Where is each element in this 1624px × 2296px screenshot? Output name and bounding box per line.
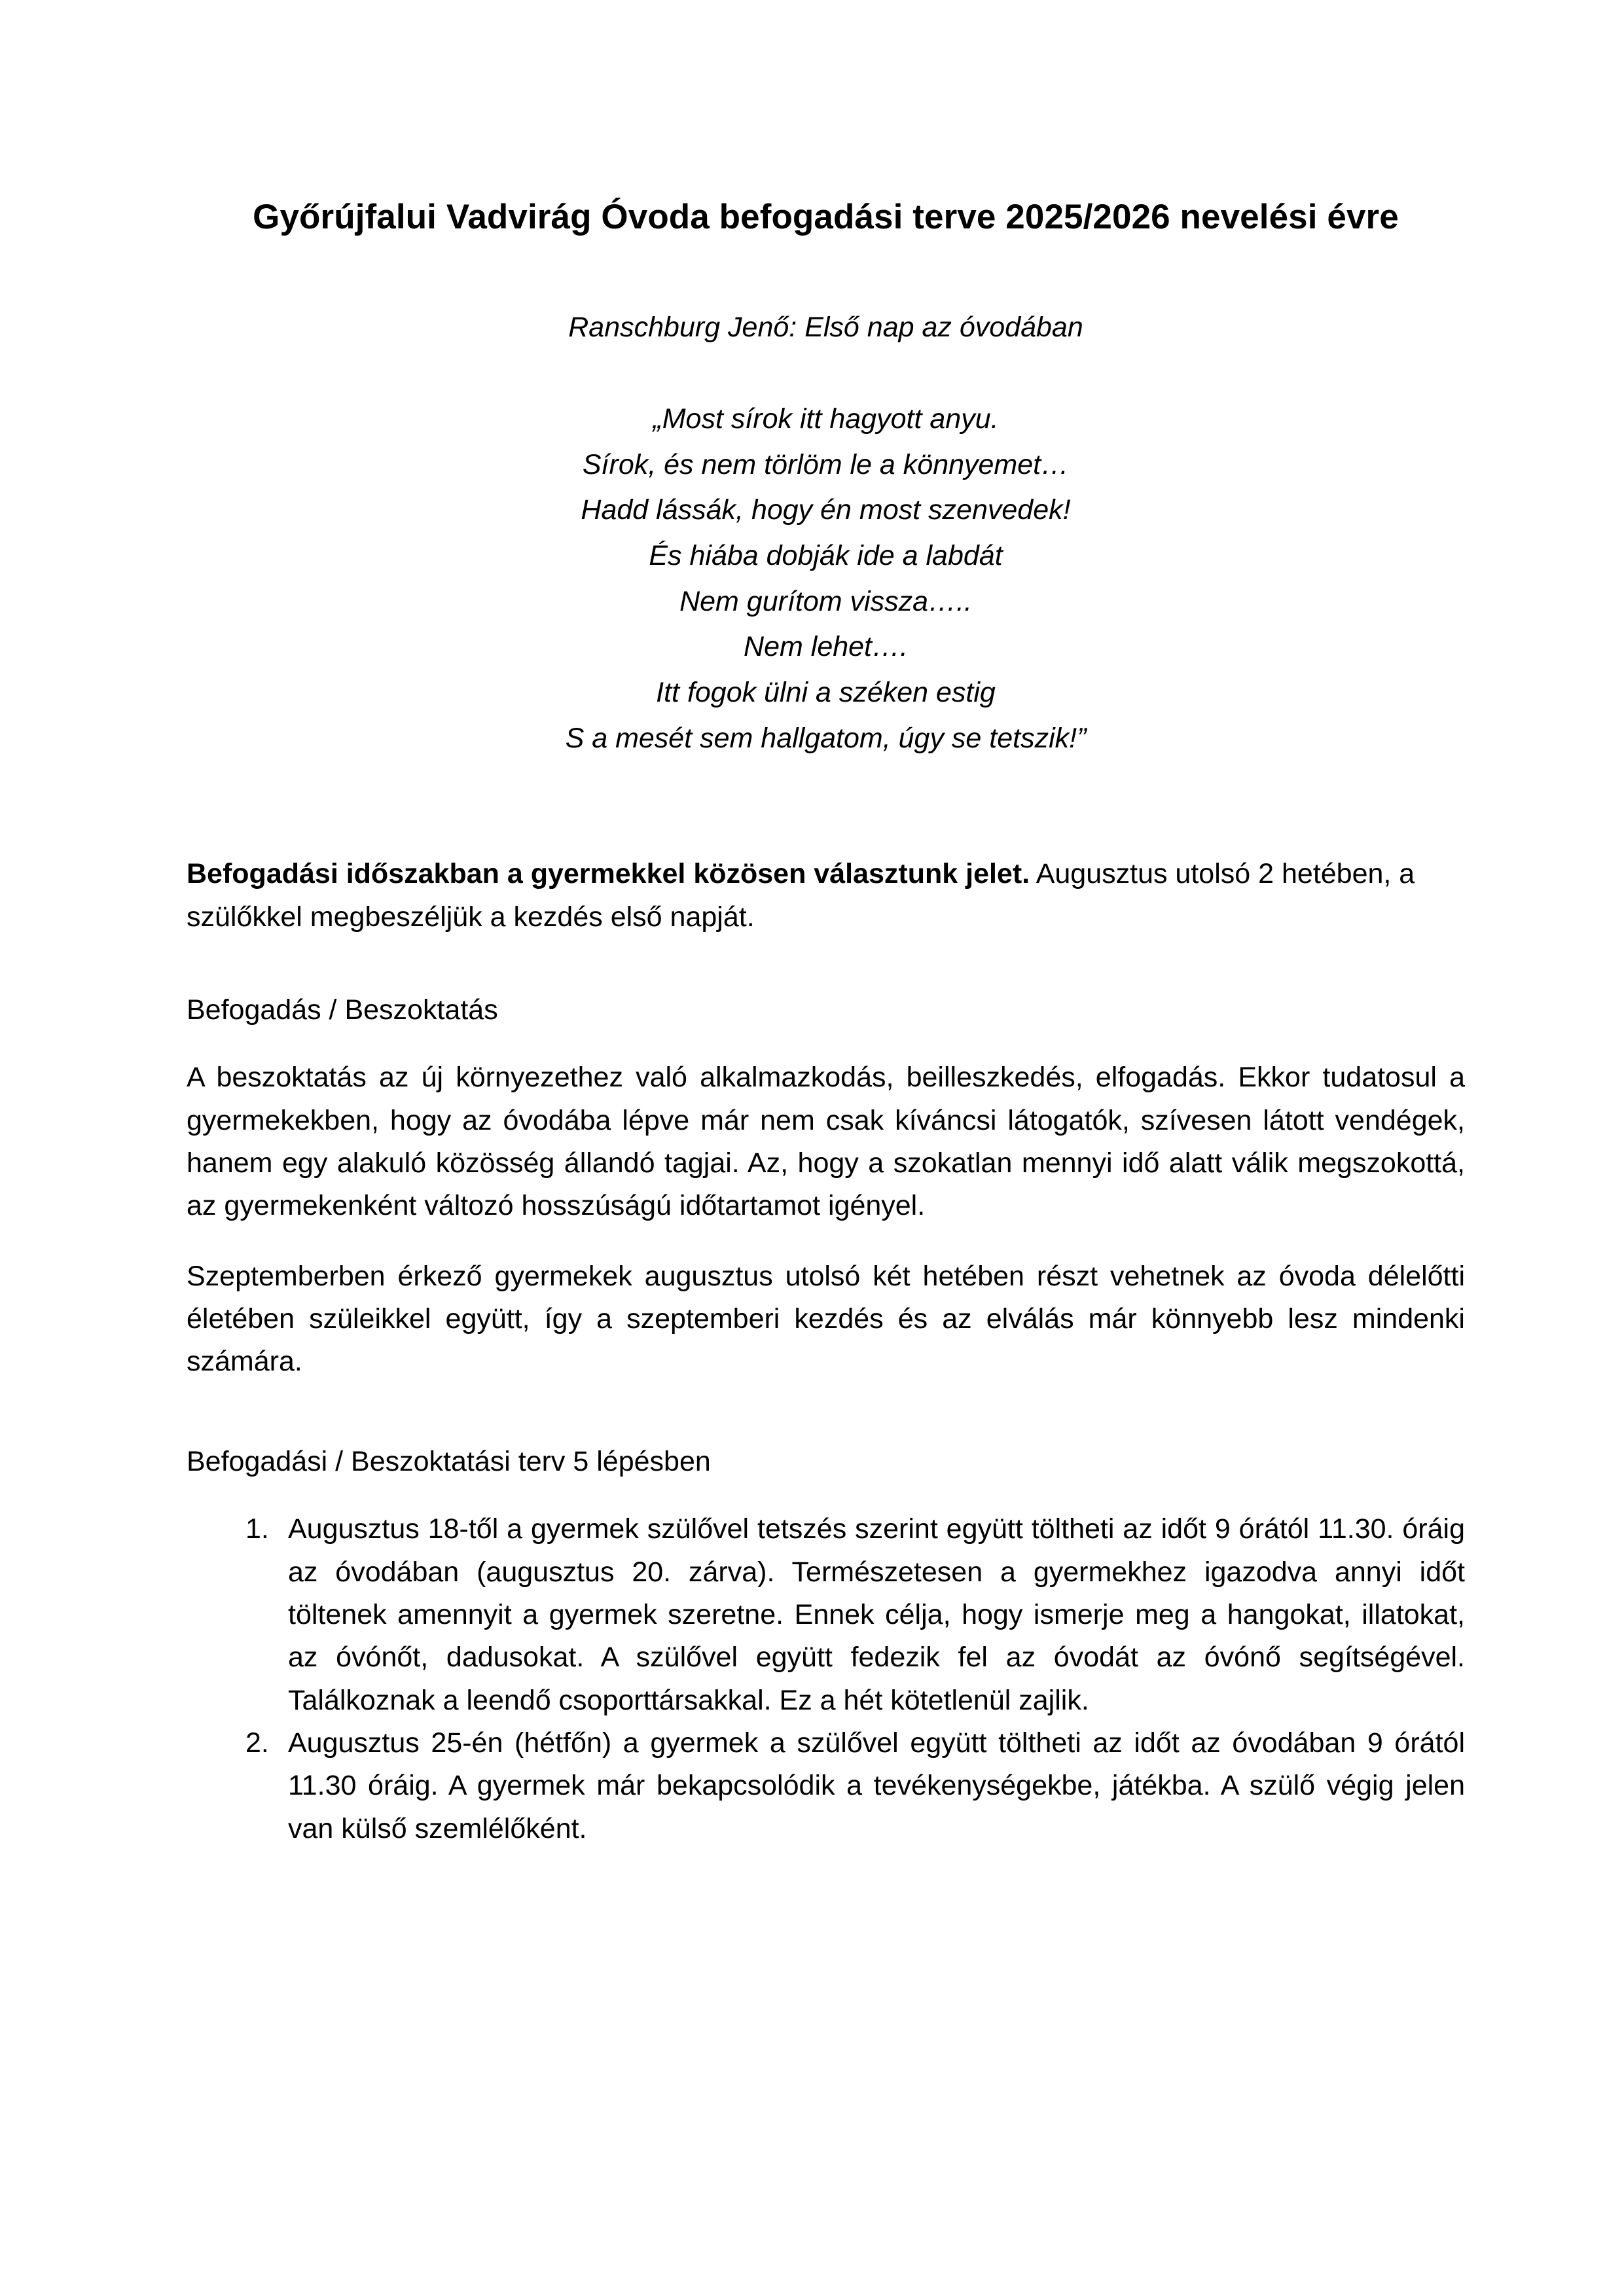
poem-line: Hadd lássák, hogy én most szenvedek! xyxy=(581,494,1071,526)
poem-source: Ranschburg Jenő: Első nap az óvodában xyxy=(568,311,1083,343)
section-heading-plan: Befogadási / Beszoktatási terv 5 lépésben xyxy=(187,1445,711,1477)
plan-steps-list xyxy=(187,1508,1465,1850)
section-heading-befogadas: Befogadás / Beszoktatás xyxy=(187,994,498,1026)
document-body xyxy=(187,853,1465,1850)
poem-block xyxy=(187,307,1465,762)
intro-rest: Augusztus utolsó 2 hetében, a szülőkkel megbeszéljük a kezdés első napját. xyxy=(187,858,1415,933)
poem-line: „Most sírok itt hagyott anyu. xyxy=(653,403,999,435)
poem-lines xyxy=(187,397,1465,761)
poem-line: S a mesét sem hallgatom, úgy se tetszik!” xyxy=(565,722,1087,754)
intro-paragraph xyxy=(187,853,1465,939)
spacer xyxy=(187,1411,1465,1441)
poem-line: Itt fogok ülni a széken estig xyxy=(656,676,996,708)
list-item xyxy=(187,1508,1465,1722)
spacer xyxy=(187,966,1465,990)
section-paragraph: Szeptemberben érkező gyermekek augusztus utolsó két hetében részt vehetnek az óvoda délelőtti életében szüleikkel együtt, így a szeptemberi kezdés és az elválás már könnyebb lesz mindenki számára. xyxy=(187,1260,1465,1378)
page-title: Győrújfalui Vadvirág Óvoda befogadási terve 2025/2026 nevelési évre xyxy=(253,198,1399,236)
list-item xyxy=(187,1722,1465,1850)
poem-line: Sírok, és nem törlöm le a könnyemet… xyxy=(582,448,1070,480)
intro-bold-lead: Befogadási időszakban a gyermekkel közösen választunk jelet. xyxy=(187,858,1030,890)
list-item-text: Augusztus 18-től a gyermek szülővel tetszés szerint együtt töltheti az időt 9 órától 11.30. óráig az óvodában (augusztus 20. zárva). Természetesen a gyermekhez igazodva annyi időt töltenek amennyit a gyermek szeretne. Ennek célja, hogy ismerje meg a hangokat, illatokat, az óvónőt, dadusokat. A szülővel együtt fedezik fel az óvodát az óvónő segítségével. Találkoznak a leendő csoporttársakkal. Ez a hét kötetlenül zajlik. xyxy=(288,1513,1465,1716)
poem-line: Nem gurítom vissza….. xyxy=(679,585,972,617)
list-item-text: Augusztus 25-én (hétfőn) a gyermek a szülővel együtt töltheti az időt az óvodában 9 órától 11.30 óráig. A gyermek már bekapcsolódik a tevékenységekbe, játékba. A szülő végig jelen van külső szemlélőként. xyxy=(288,1727,1465,1844)
section-paragraph: A beszoktatás az új környezethez való alkalmazkodás, beilleszkedés, elfogadás. Ekkor tudatosul a gyermekekben, hogy az óvodába lépve már nem csak kíváncsi látogatók, szívesen látott vendégek, hanem egy alakuló közösség állandó tagjai. Az, hogy a szokatlan mennyi idő alatt válik megszokottá, az gyermekenként változó hosszúságú időtartamot igényel. xyxy=(187,1062,1465,1222)
poem-line: Nem lehet…. xyxy=(744,631,908,663)
poem-line: És hiába dobják ide a labdát xyxy=(649,539,1003,571)
